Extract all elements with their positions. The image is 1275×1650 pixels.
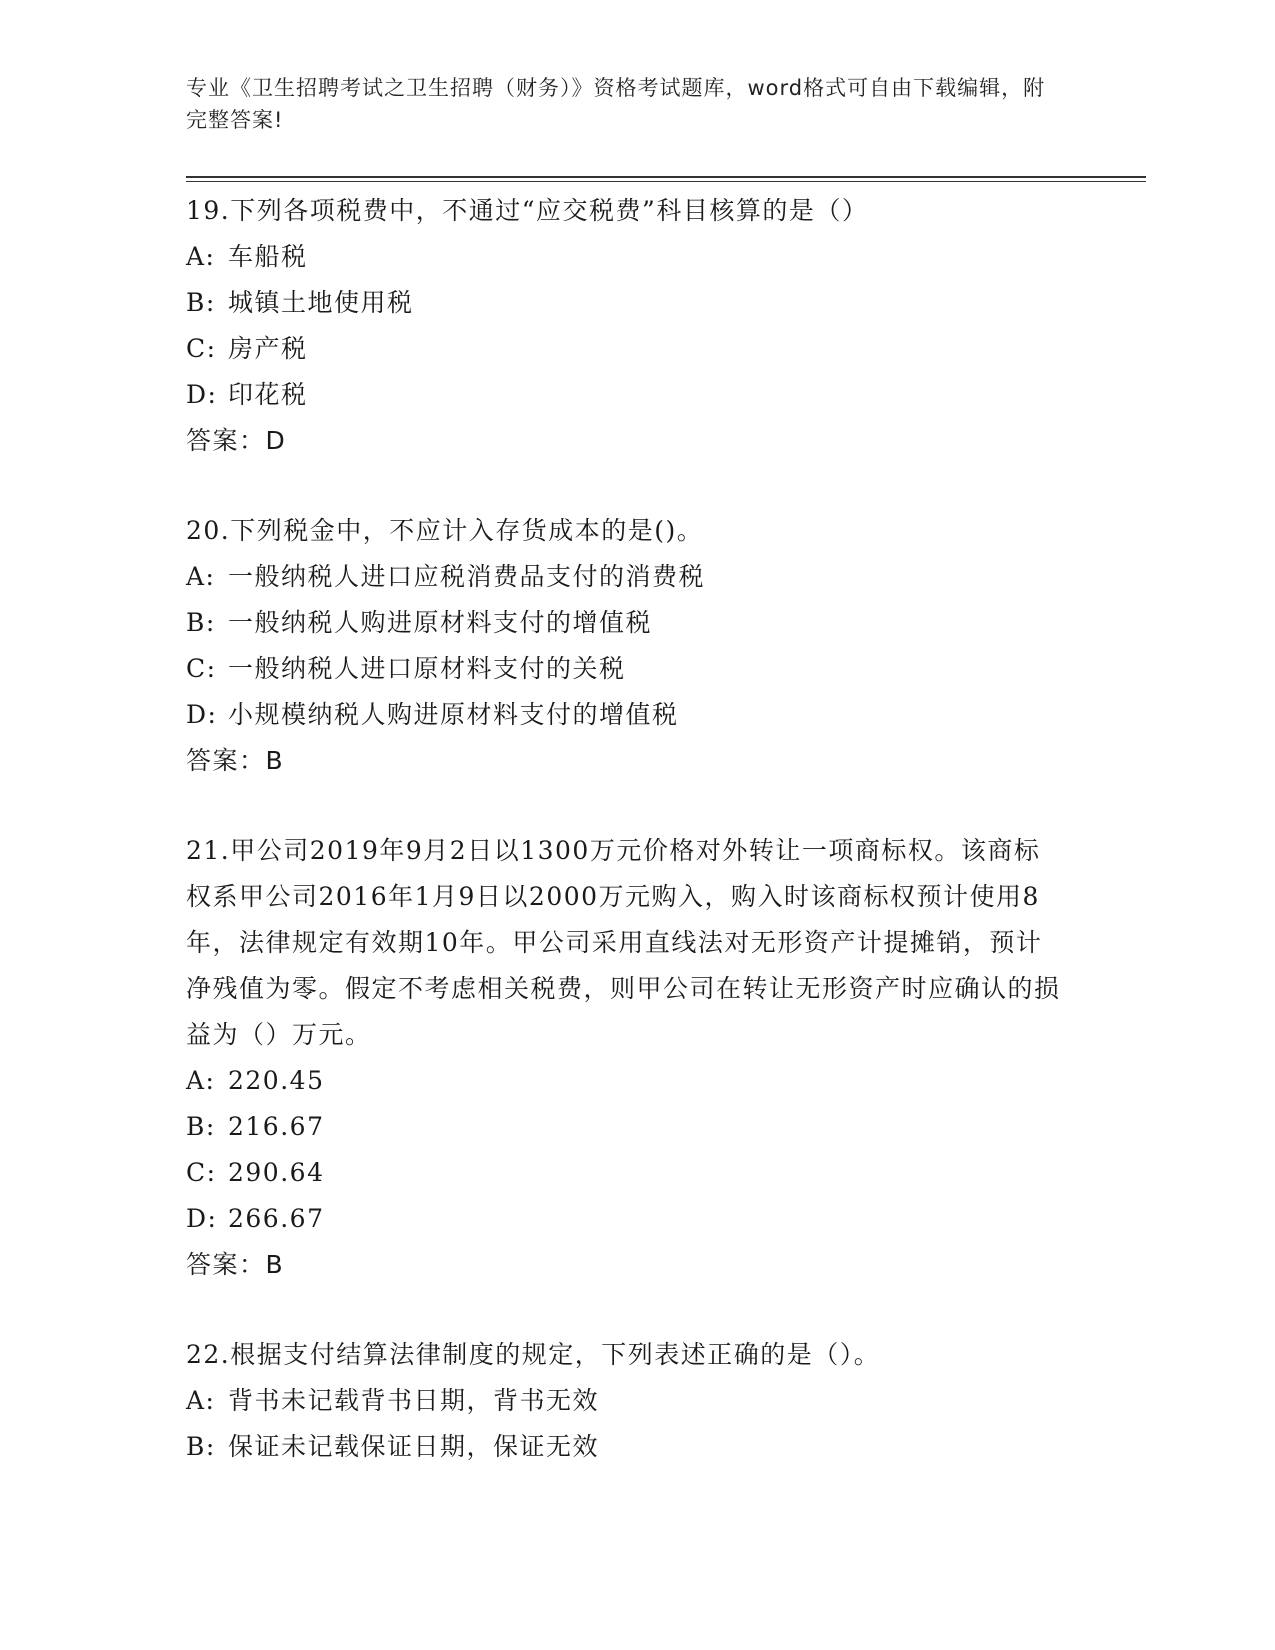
option-b xyxy=(186,1104,1086,1150)
option-label: B: xyxy=(186,288,216,317)
option-a xyxy=(186,554,1086,600)
option-label: A: xyxy=(186,242,216,271)
answer-line: 答案：B xyxy=(186,746,285,775)
option-text: 290.64 xyxy=(228,1158,325,1187)
question-20 xyxy=(186,508,1086,784)
question-stem: 19.下列各项税费中，不通过“应交税费”科目核算的是（） xyxy=(186,196,869,225)
option-b xyxy=(186,1424,1086,1470)
question-stem: 20.下列税金中，不应计入存货成本的是()。 xyxy=(186,516,704,545)
question-22 xyxy=(186,1332,1086,1470)
option-label: D: xyxy=(186,380,218,409)
question-stem: 22.根据支付结算法律制度的规定，下列表述正确的是（）。 xyxy=(186,1340,881,1369)
option-label: D: xyxy=(186,1204,218,1233)
option-text: 220.45 xyxy=(228,1066,325,1095)
option-a xyxy=(186,234,1086,280)
option-label: A: xyxy=(186,1386,216,1415)
answer-line: 答案：D xyxy=(186,426,287,455)
option-label: D: xyxy=(186,700,218,729)
option-label: B: xyxy=(186,608,216,637)
header-divider-thick xyxy=(186,176,1146,178)
question-stem: 21.甲公司2019年9月2日以1300万元价格对外转让一项商标权。该商标权系甲公司2016年1月9日以2000万元购入，购入时该商标权预计使用8年，法律规定有效期10年。甲公司采用直线法对无形资产计提摊销，预计净残值为零。假定不考虑相关税费，则甲公司在转让无形资产时应确认的损益为（）万元。 xyxy=(186,836,1061,1049)
option-label: C: xyxy=(186,334,217,363)
option-b xyxy=(186,280,1086,326)
option-label: B: xyxy=(186,1112,216,1141)
option-d xyxy=(186,372,1086,418)
document-header: 专业《卫生招聘考试之卫生招聘（财务）》资格考试题库，word格式可自由下载编辑，附完整答案! xyxy=(186,76,1046,132)
option-text: 印花税 xyxy=(228,380,308,409)
option-d xyxy=(186,692,1086,738)
question-list xyxy=(186,188,1086,1514)
option-text: 房产税 xyxy=(228,334,308,363)
question-19 xyxy=(186,188,1086,464)
option-text: 小规模纳税人购进原材料支付的增值税 xyxy=(228,700,679,729)
header-divider-thin xyxy=(186,181,1146,182)
option-label: C: xyxy=(186,1158,217,1187)
option-b xyxy=(186,600,1086,646)
option-text: 一般纳税人购进原材料支付的增值税 xyxy=(228,608,653,637)
option-label: B: xyxy=(186,1432,216,1461)
option-text: 一般纳税人进口应税消费品支付的消费税 xyxy=(228,562,706,591)
option-a xyxy=(186,1378,1086,1424)
question-21 xyxy=(186,828,1086,1288)
answer-line: 答案：B xyxy=(186,1250,285,1279)
option-text: 背书未记载背书日期，背书无效 xyxy=(228,1386,600,1415)
option-text: 一般纳税人进口原材料支付的关税 xyxy=(228,654,626,683)
option-text: 城镇土地使用税 xyxy=(228,288,414,317)
option-text: 216.67 xyxy=(228,1112,325,1141)
option-a xyxy=(186,1058,1086,1104)
option-c xyxy=(186,1150,1086,1196)
option-c xyxy=(186,326,1086,372)
option-label: A: xyxy=(186,1066,216,1095)
option-label: A: xyxy=(186,562,216,591)
option-d xyxy=(186,1196,1086,1242)
option-text: 266.67 xyxy=(228,1204,325,1233)
option-label: C: xyxy=(186,654,217,683)
option-text: 保证未记载保证日期，保证无效 xyxy=(228,1432,600,1461)
option-c xyxy=(186,646,1086,692)
option-text: 车船税 xyxy=(228,242,308,271)
